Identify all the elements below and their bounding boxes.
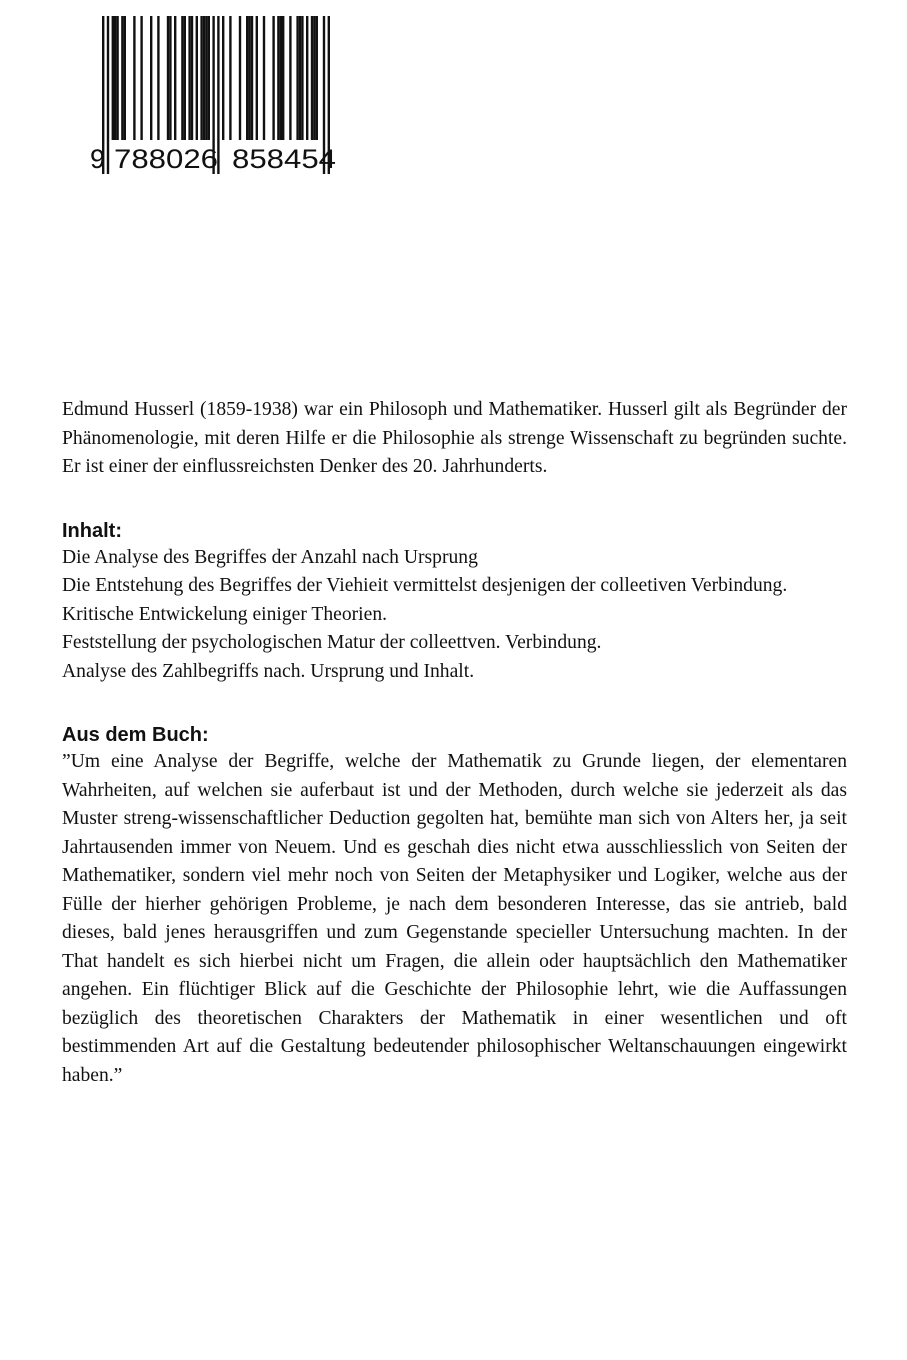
barcode-bar: [169, 16, 171, 140]
barcode-bar: [188, 16, 190, 140]
barcode-digit-first: 9: [90, 144, 106, 174]
isbn-barcode: [84, 12, 346, 182]
barcode-bar: [296, 16, 298, 140]
barcode-bar: [121, 16, 123, 140]
barcode-bar: [174, 16, 176, 140]
barcode-bar: [114, 16, 116, 140]
barcode-bar: [301, 16, 303, 140]
barcode-bar: [191, 16, 193, 140]
barcode-bar: [222, 16, 224, 140]
barcode-bar: [203, 16, 205, 140]
barcode-bar: [306, 16, 308, 140]
author-intro: Edmund Husserl (1859-1938) war ein Philosoph und Mathematiker. Husserl gilt als Begründer der Phänomenologie, mit deren Hilfe er die Philosophie als strenge Wissenschaft zu begründen suchte. Er ist einer der einflussreichsten Denker des 20. Jahrhunderts.: [62, 399, 847, 477]
barcode-bar: [196, 16, 198, 140]
back-cover-text: [62, 396, 847, 1090]
barcode-bar: [299, 16, 301, 140]
barcode-bar: [282, 16, 284, 140]
barcode-bar: [251, 16, 253, 140]
contents-list: [62, 544, 847, 687]
barcode-bar: [150, 16, 152, 140]
contents-item: Die Entstehung des Begriffes der Viehieit vermittelst desjenigen der colleetiven Verbindung.: [62, 575, 788, 596]
book-excerpt: ”Um eine Analyse der Begriffe, welche der Mathematik zu Grunde liegen, der elementaren Wahrheiten, auf welchen sie auferbaut ist und der Methoden, durch welche sie jederzeit als das Muster streng-wissenschaftlicher Deduction gegolten hat, bemühte man sich von Alters her, ja seit Jahrtausenden immer von Neuem. Und es geschah dies nicht etwa ausschliesslich von Seiten der Mathematiker, sondern viel mehr noch von Seiten der Metaphysiker und Logiker, welche aus der Fülle der hierher gehörigen Probleme, je nach dem besonderen Interesse, das sie antrieb, bald dieses, bald jenes herausgriffen und zum Gegenstande specieller Untersuchung machten. In der That handelt es sich hierbei nicht um Fragen, die allein oder hauptsächlich den Mathematiker angehen. Ein flüchtiger Blick auf die Geschichte der Philosophie lehrt, wie die Auffassungen bezüglich des theoretischen Charakters der Mathematik in einer wesentlichen und oft bestimmenden Art auf die Gestaltung bedeutender philosophischer Weltanschauungen eingewirkt haben.”: [62, 751, 847, 1086]
barcode-bar: [280, 16, 282, 140]
barcode-bar: [289, 16, 291, 140]
barcode-bar: [272, 16, 274, 140]
barcode-guard-bar: [107, 16, 109, 174]
barcode-bar: [181, 16, 183, 140]
excerpt-heading: Aus dem Buch:: [62, 724, 209, 746]
barcode-digits-left: 788026: [114, 144, 218, 174]
barcode-bar: [256, 16, 258, 140]
barcode-bar: [263, 16, 265, 140]
barcode-bar: [133, 16, 135, 140]
barcode-bar: [157, 16, 159, 140]
barcode-bar: [184, 16, 186, 140]
barcode-graphic: [84, 12, 346, 182]
contents-heading: Inhalt:: [62, 519, 122, 542]
barcode-bar: [140, 16, 142, 140]
barcode-bar: [313, 16, 315, 140]
barcode-bar: [200, 16, 202, 140]
contents-item: Analyse des Zahlbegriffs nach. Ursprung und Inhalt.: [62, 660, 475, 682]
barcode-bar: [316, 16, 318, 140]
barcode-bar: [124, 16, 126, 140]
barcode-bar: [277, 16, 279, 140]
contents-item: Feststellung der psychologischen Matur der colleettven. Verbindung.: [62, 632, 602, 653]
barcode-bar: [205, 16, 207, 140]
barcode-digits-right: 858454: [232, 144, 336, 174]
barcode-bar: [167, 16, 169, 140]
contents-item: Kritische Entwickelung einiger Theorien.: [62, 603, 388, 625]
barcode-bar: [112, 16, 114, 140]
barcode-bar: [116, 16, 118, 140]
barcode-bar: [208, 16, 210, 140]
barcode-bar: [246, 16, 248, 140]
barcode-bar: [248, 16, 250, 140]
barcode-bar: [229, 16, 231, 140]
contents-item: Die Analyse des Begriffes der Anzahl nach Ursprung: [62, 546, 478, 568]
barcode-bar: [239, 16, 241, 140]
barcode-bar: [311, 16, 313, 140]
